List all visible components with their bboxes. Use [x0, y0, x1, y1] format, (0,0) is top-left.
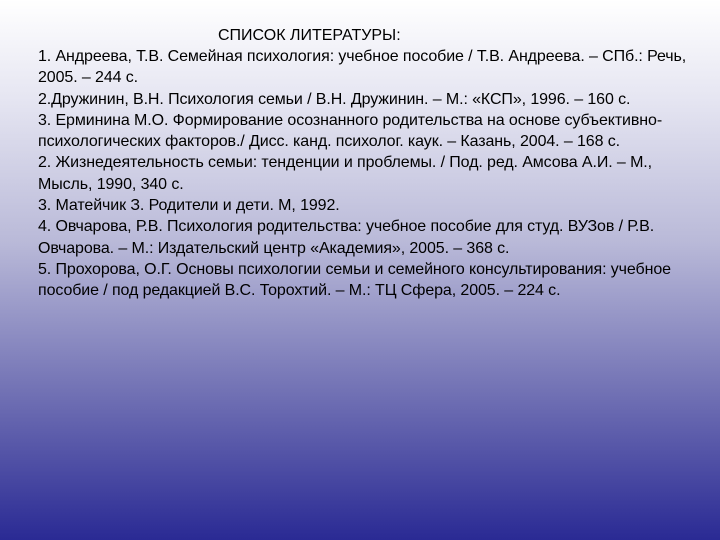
reference-item: 5. Прохорова, О.Г. Основы психологии семьи и семейного консультирования: учебное пособие / под редакцией В.С. Торохтий. – М.: ТЦ Сфера, 2005. – 224 с. — [38, 260, 671, 300]
reference-item: 3. Матейчик З. Родители и дети. М, 1992. — [38, 197, 340, 215]
reference-item: 4. Овчарова, Р.В. Психология родительства: учебное пособие для студ. ВУЗов / Р.В. Овчарова. – М.: Издательский центр «Академия», 2005. – 368 с. — [38, 218, 655, 257]
slide-title: СПИСОК ЛИТЕРАТУРЫ: — [218, 27, 401, 44]
reference-list — [38, 46, 698, 302]
reference-item: 3. Ерминина М.О. Формирование осознанного родительства на основе субъективно-психологических факторов./ Дисс. канд. психолог. каук. – Казань, 2004. – 168 с. — [38, 111, 663, 151]
reference-item: 1. Андреева, Т.В. Семейная психология: учебное пособие / Т.В. Андреева. – СПб.: Речь, 2005. – 244 с. — [38, 48, 687, 87]
reference-item: 2. Жизнедеятельность семьи: тенденции и проблемы. / Под. ред. Амсова А.И. – М., Мысль, 1990, 340 с. — [38, 154, 652, 193]
reference-item: 2.Дружинин, В.Н. Психология семьи / В.Н. Дружинин. – М.: «КСП», 1996. – 160 с. — [38, 90, 631, 108]
